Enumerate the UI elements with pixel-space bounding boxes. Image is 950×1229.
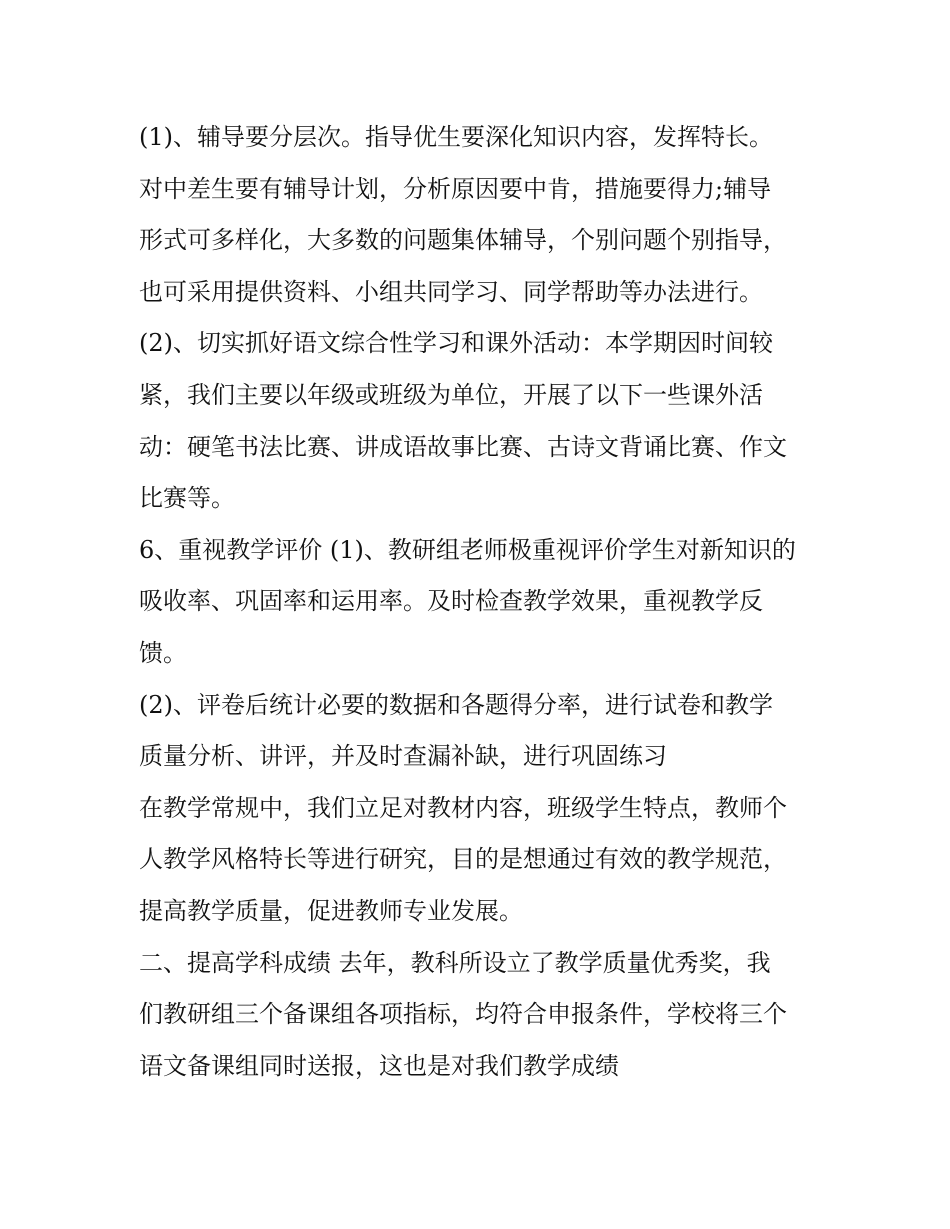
text-line: 提高教学质量，促进教师专业发展。 — [139, 896, 523, 925]
text-line: 馈。 — [139, 638, 187, 667]
text-line: 语文备课组同时送报，这也是对我们教学成绩 — [139, 1051, 619, 1080]
text-line: 质量分析、讲评，并及时查漏补缺，进行巩固练习 — [139, 742, 667, 771]
text-line: 比赛等。 — [139, 484, 235, 513]
text-line: 6、重视教学评价 (1)、教研组老师极重视评价学生对新知识的 — [139, 535, 796, 564]
text-line: 对中差生要有辅导计划，分析原因要中肯，措施要得力;辅导 — [139, 174, 772, 203]
text-line: (1)、辅导要分层次。指导优生要深化知识内容，发挥特长。 — [139, 123, 773, 151]
text-line: 形式可多样化，大多数的问题集体辅导，个别问题个别指导， — [139, 226, 787, 255]
text-line: 在教学常规中，我们立足对教材内容，班级学生特点，教师个 — [139, 793, 787, 822]
text-line: (2)、评卷后统计必要的数据和各题得分率，进行试卷和教学 — [139, 690, 773, 719]
text-line: 动：硬笔书法比赛、讲成语故事比赛、古诗文背诵比赛、作文 — [139, 432, 787, 461]
text-line: (2)、切实抓好语文综合性学习和课外活动：本学期因时间较 — [139, 329, 773, 358]
text-line: 们教研组三个备课组各项指标，均符合申报条件，学校将三个 — [139, 1000, 787, 1029]
text-line: 吸收率、巩固率和运用率。及时检查教学效果，重视教学反 — [139, 587, 763, 616]
text-line: 二、提高学科成绩 去年，教科所设立了教学质量优秀奖，我 — [139, 948, 771, 977]
text-line: 紧，我们主要以年级或班级为单位，开展了以下一些课外活 — [139, 380, 763, 409]
text-line: 人教学风格特长等进行研究，目的是想通过有效的教学规范， — [139, 845, 787, 874]
document-body — [139, 112, 829, 1092]
text-line: 也可采用提供资料、小组共同学习、同学帮助等办法进行。 — [139, 277, 763, 306]
